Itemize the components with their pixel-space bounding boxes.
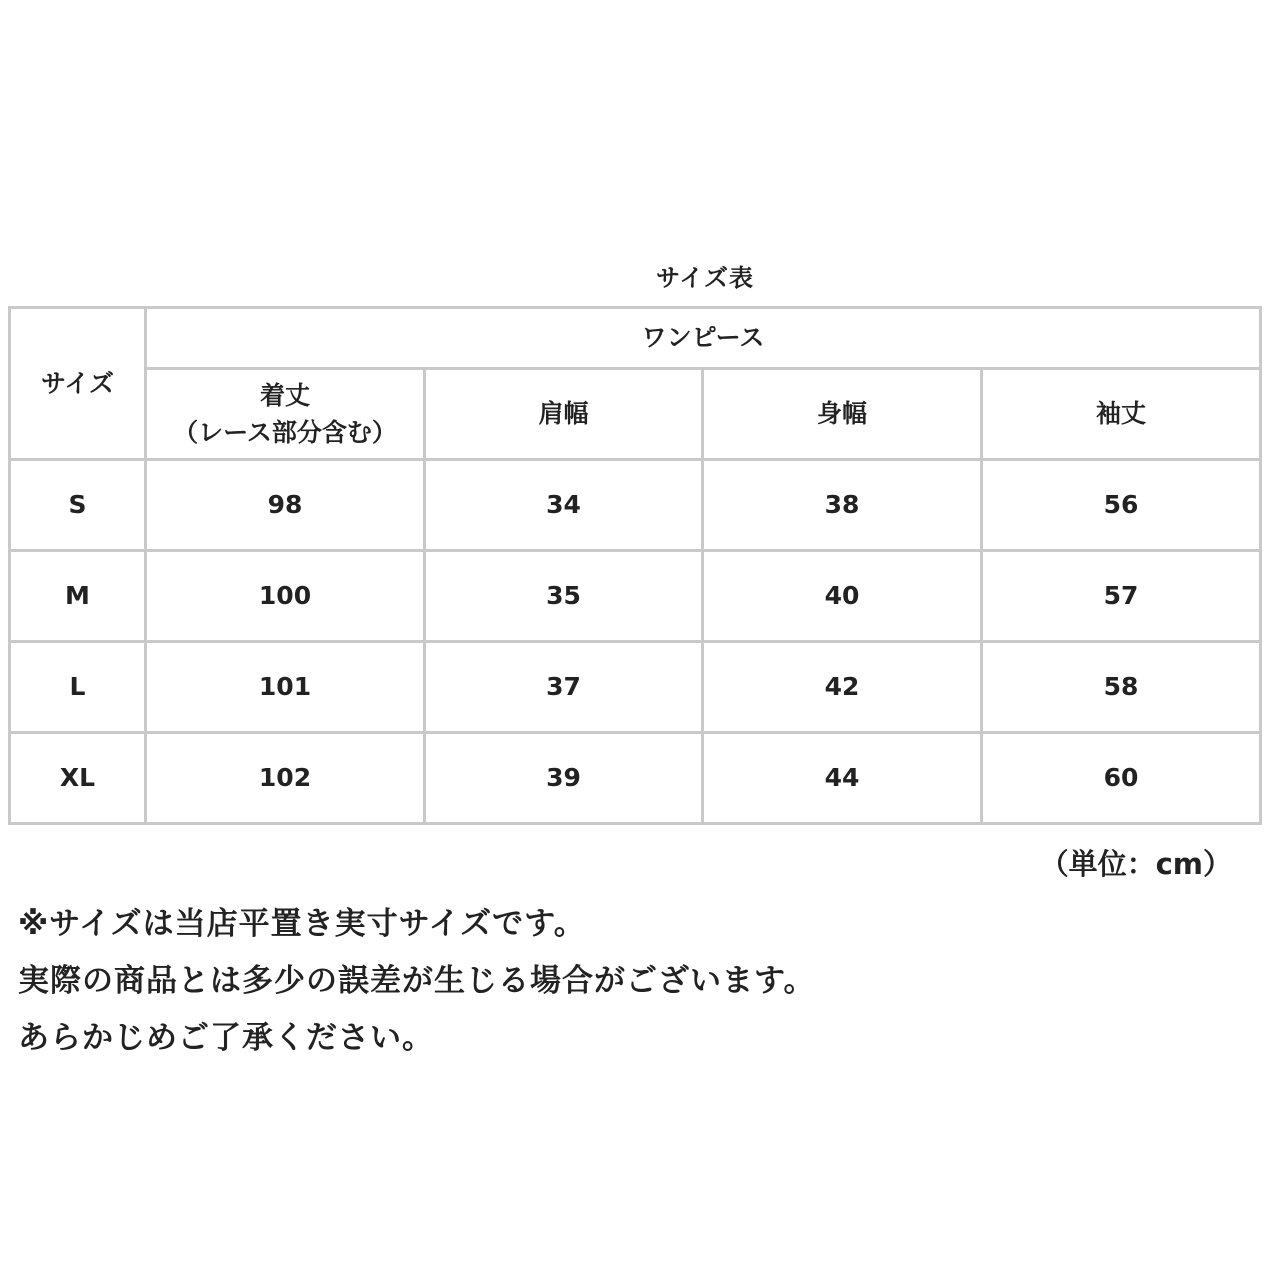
- size-cell: XL: [10, 733, 146, 824]
- header-row-columns: [10, 369, 1261, 460]
- value-cell: 39: [425, 733, 703, 824]
- column-header-length-name: 着丈: [259, 380, 310, 410]
- value-cell: 101: [146, 642, 425, 733]
- value-cell: 44: [703, 733, 982, 824]
- value-cell: 60: [982, 733, 1261, 824]
- value-cell: 57: [982, 551, 1261, 642]
- value-cell: 98: [146, 460, 425, 551]
- table-title: サイズ表: [655, 264, 755, 292]
- column-header-length: [146, 369, 425, 460]
- column-header-chest: 身幅: [703, 369, 982, 460]
- unit-label: （単位：cm）: [1039, 847, 1232, 881]
- value-cell: 40: [703, 551, 982, 642]
- value-cell: 100: [146, 551, 425, 642]
- value-cell: 56: [982, 460, 1261, 551]
- note-line: ※サイズは当店平置き実寸サイズです。: [18, 906, 586, 942]
- column-header-length-sub: （レース部分含む）: [173, 418, 397, 447]
- value-cell: 58: [982, 642, 1261, 733]
- column-header-sleeve: 袖丈: [982, 369, 1261, 460]
- note-line: 実際の商品とは多少の誤差が生じる場合がございます。: [18, 963, 816, 999]
- size-cell: M: [10, 551, 146, 642]
- value-cell: 37: [425, 642, 703, 733]
- value-cell: 35: [425, 551, 703, 642]
- header-row-group: [10, 308, 1261, 369]
- value-cell: 42: [703, 642, 982, 733]
- column-header-shoulder: 肩幅: [425, 369, 703, 460]
- size-cell: S: [10, 460, 146, 551]
- table-row-xl: [10, 733, 1261, 824]
- table-row-m: [10, 551, 1261, 642]
- size-cell: L: [10, 642, 146, 733]
- value-cell: 38: [703, 460, 982, 551]
- size-table: [8, 306, 1262, 825]
- value-cell: 34: [425, 460, 703, 551]
- group-header-onepiece: ワンピース: [146, 308, 1261, 369]
- value-cell: 102: [146, 733, 425, 824]
- table-row-l: [10, 642, 1261, 733]
- notes: [18, 896, 816, 1067]
- size-column-header: サイズ: [10, 308, 146, 460]
- table-row-s: [10, 460, 1261, 551]
- note-line: あらかじめご了承ください。: [18, 1020, 434, 1056]
